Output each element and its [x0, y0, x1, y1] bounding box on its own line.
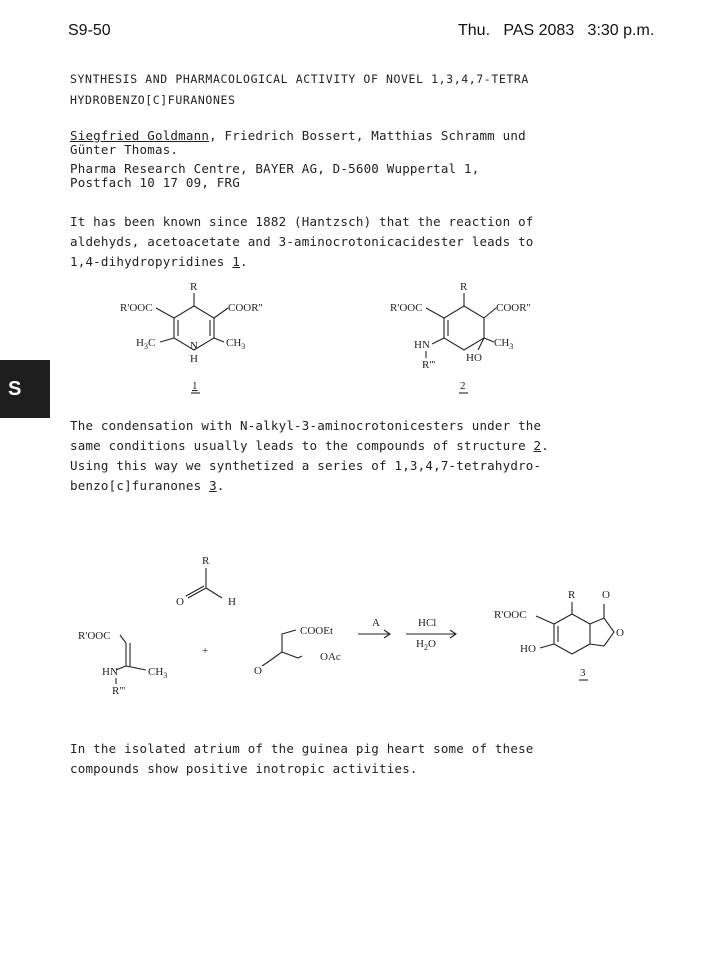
- substituent-r: R: [460, 281, 468, 293]
- structure-2: [382, 276, 582, 396]
- ester-right: COOR'': [496, 302, 531, 314]
- arrow-1-label: A: [372, 617, 380, 629]
- amino-group: HN: [414, 339, 430, 351]
- ester-left: R'OOC: [120, 302, 153, 314]
- structure-2-number: 2: [460, 380, 466, 392]
- svg-text:HN: HN: [102, 666, 118, 678]
- ring-nitrogen: N: [190, 340, 198, 352]
- arrow-2-bottom-label: $H_2O$: [416, 638, 436, 652]
- svg-text:R: R: [568, 589, 576, 601]
- compound-ref-3: 3: [209, 478, 217, 493]
- ester-right: COOR'': [228, 302, 263, 314]
- para3-line-2: compounds show positive inotropic activities.: [70, 761, 418, 776]
- authors-line-1: [70, 128, 526, 143]
- svg-text:OAc: OAc: [320, 651, 341, 663]
- svg-text:R'OOC: R'OOC: [494, 609, 527, 621]
- svg-text:R'OOC: R'OOC: [78, 630, 111, 642]
- substituent-r: R: [190, 281, 198, 293]
- co-authors: , Friedrich Bossert, Matthias Schramm und: [209, 128, 526, 143]
- svg-text:CH3: $CH_3$: [494, 337, 514, 351]
- svg-text:R''': R''': [112, 685, 126, 697]
- para2-line-1: The condensation with N-alkyl-3-aminocrotonicesters under the: [70, 418, 542, 433]
- plus-sign: +: [202, 645, 209, 657]
- authors-line-2: Günter Thomas.: [70, 142, 179, 157]
- svg-text:CH3: $CH_3$: [148, 666, 168, 680]
- title-line-1: SYNTHESIS AND PHARMACOLOGICAL ACTIVITY OF NOVEL 1,3,4,7-TETRA: [70, 72, 529, 86]
- compound-ref-2: 2: [533, 438, 542, 453]
- structure-3-number: 3: [580, 667, 586, 679]
- svg-text:CH3: $CH_3$: [226, 337, 246, 351]
- para1-line-2: aldehyds, acetoacetate and 3-aminocrotonicacidester leads to: [70, 234, 534, 249]
- para2-line-2: same conditions usually leads to the compounds of structure 2.: [70, 438, 550, 453]
- reaction-scheme: [70, 548, 650, 708]
- svg-text:H: H: [228, 596, 236, 608]
- hydroxyl: HO: [466, 352, 482, 364]
- affiliation-line-2: Postfach 10 17 09, FRG: [70, 175, 240, 190]
- svg-text:R: R: [202, 555, 210, 567]
- arrow-2-top-label: HCl: [418, 617, 437, 629]
- presenting-author: Siegfried Goldmann: [70, 128, 210, 143]
- para2-line-3: Using this way we synthetized a series of 1,3,4,7-tetrahydro-: [70, 458, 542, 473]
- para1-line-1: It has been known since 1882 (Hantzsch) that the reaction of: [70, 214, 534, 229]
- svg-text:O: O: [176, 596, 184, 608]
- para2-line-4: benzo[c]furanones 3.: [70, 478, 225, 493]
- nitrogen-hydrogen: H: [190, 353, 198, 365]
- svg-text:COOEt: COOEt: [300, 625, 333, 637]
- abstract-code: S9-50: [68, 22, 111, 39]
- ester-left: R'OOC: [390, 302, 423, 314]
- svg-text:H3C: $H_3C$: [136, 337, 156, 351]
- session-info: Thu. PAS 2083 3:30 p.m.: [458, 22, 655, 39]
- svg-text:O: O: [616, 627, 624, 639]
- title-line-2: HYDROBENZO[C]FURANONES: [70, 93, 236, 107]
- section-tab: S: [0, 360, 50, 418]
- affiliation-line-1: Pharma Research Centre, BAYER AG, D-5600 Wuppertal 1,: [70, 161, 480, 176]
- structure-1-dihydropyridine: [110, 276, 300, 396]
- n-substituent: R''': [422, 359, 436, 371]
- para1-line-3: 1,4-dihydropyridines 1.: [70, 254, 248, 269]
- svg-text:HO: HO: [520, 643, 536, 655]
- compound-ref-1: 1: [232, 254, 240, 269]
- structure-1-number: 1: [192, 380, 198, 392]
- para3-line-1: In the isolated atrium of the guinea pig heart some of these: [70, 741, 534, 756]
- svg-text:O: O: [254, 665, 262, 677]
- svg-text:O: O: [602, 589, 610, 601]
